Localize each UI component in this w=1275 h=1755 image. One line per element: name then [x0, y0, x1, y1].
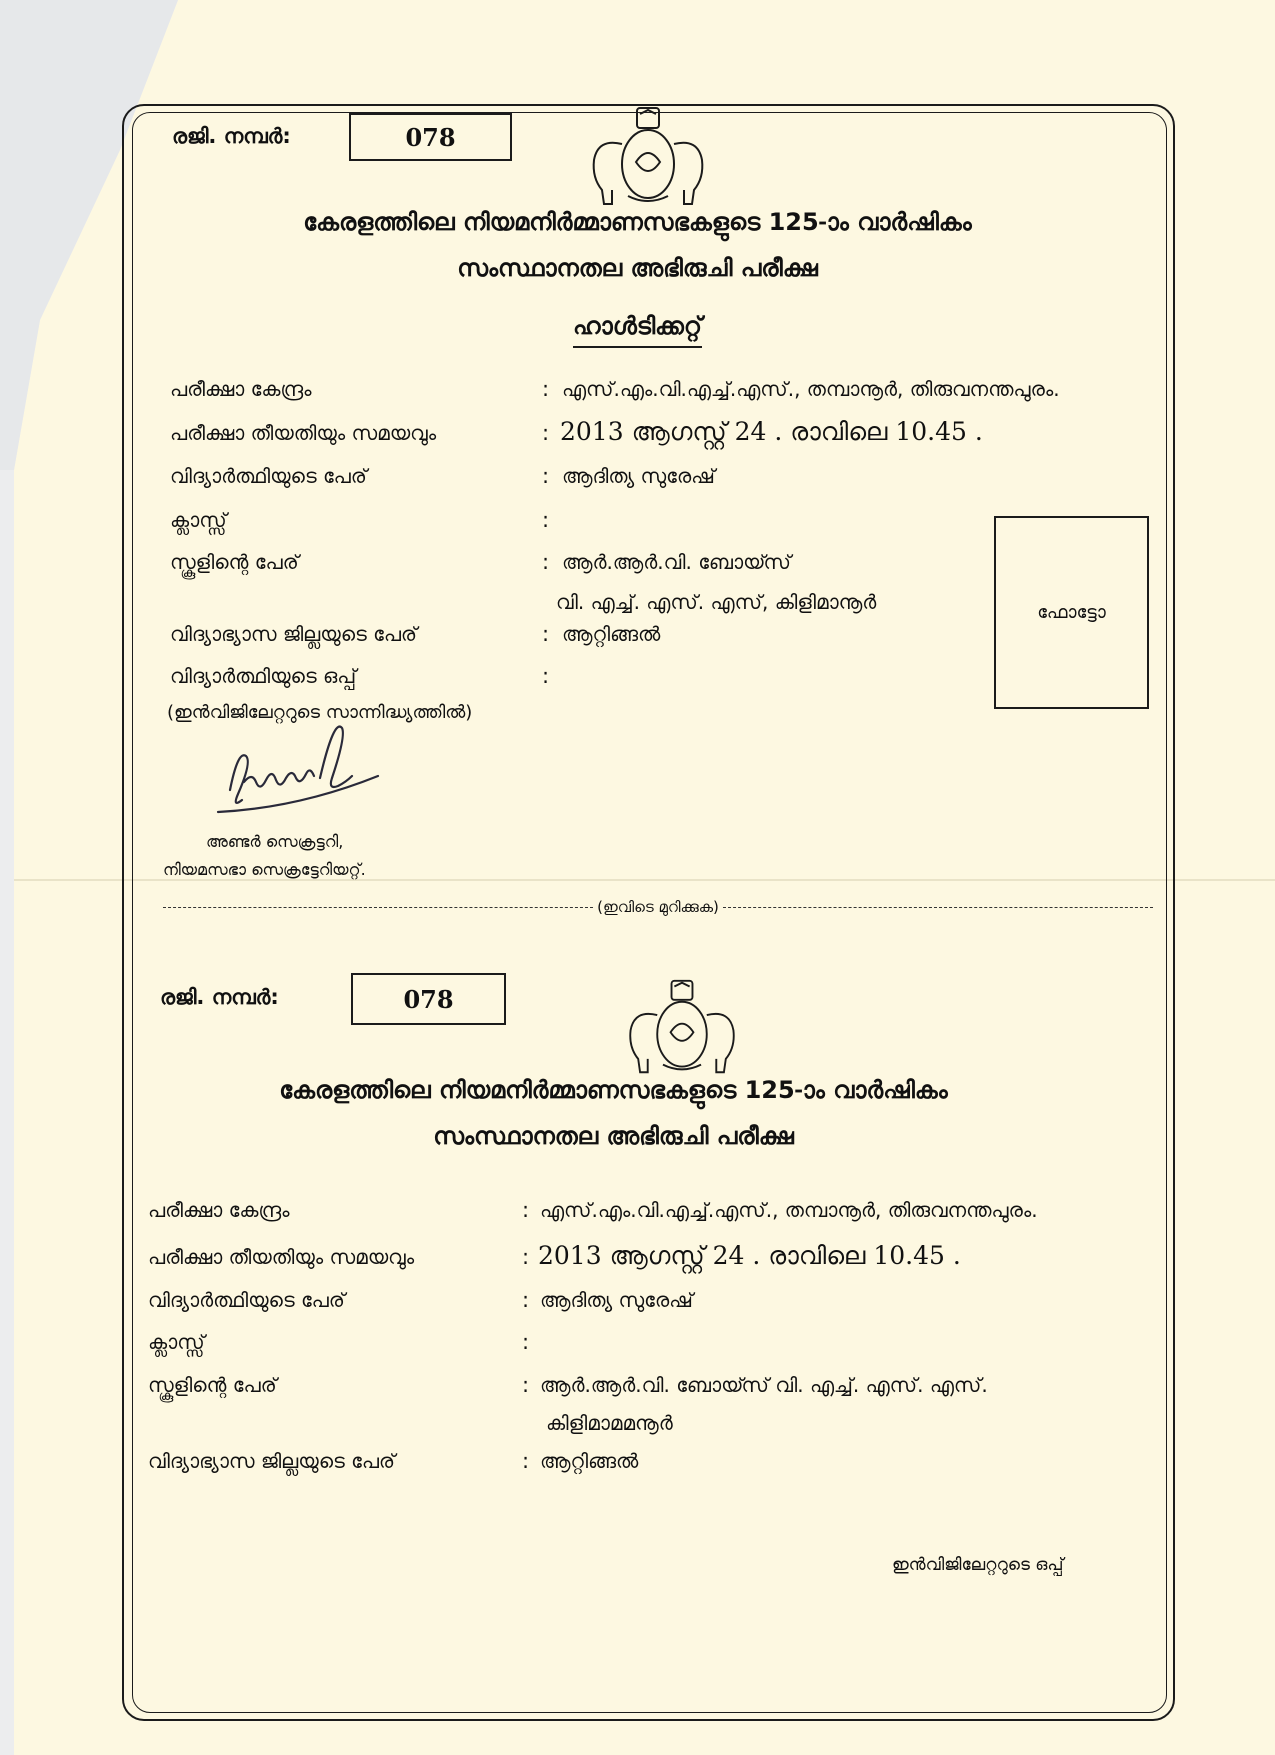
photo-label: ഫോട്ടോ [1037, 602, 1106, 623]
bottom-reg-label: രജി. നമ്പർ: [160, 985, 279, 1009]
colon: : [542, 421, 550, 445]
colon: : [542, 550, 550, 574]
bottom-row-district-value: ആറ്റിങ്ങൽ [540, 1449, 639, 1473]
bottom-row-student-name-label: വിദ്യാർത്ഥിയുടെ പേര് [148, 1288, 345, 1312]
reg-number-box [349, 113, 512, 161]
hall-ticket-heading-text: ഹാൾടിക്കറ്റ് [573, 312, 702, 348]
invigilator-signature-label: ഇൻവിജിലേറ്ററുടെ ഒപ്പ് [892, 1555, 1064, 1575]
top-row-student-name-value: ആദിത്യ സുരേഷ് [562, 464, 715, 488]
bottom-row-school-value: ആർ.ആർ.വി. ബോയ്സ് വി. എച്ച്. എസ്. എസ്. [540, 1373, 988, 1397]
dashed-line [163, 907, 593, 908]
invigilator-presence-note: (ഇൻവിജിലേറ്ററുടെ സാന്നിദ്ധ്യത്തിൽ) [167, 702, 473, 723]
top-row-school-value: ആർ.ആർ.വി. ബോയ്സ് [562, 550, 791, 574]
bottom-row-date-label: പരീക്ഷാ തീയതിയും സമയവും [148, 1245, 415, 1269]
kerala-emblem-icon [588, 104, 708, 209]
top-title-line2: സംസ്ഥാനതല അഭിരുചി പരീക്ഷ [457, 254, 818, 282]
cut-here-line [163, 898, 1153, 916]
colon: : [542, 508, 550, 532]
bottom-row-school-value-line2: കിളിമാമമനൂർ [546, 1411, 673, 1435]
dashed-line [723, 907, 1153, 908]
colon: : [522, 1245, 530, 1269]
colon: : [522, 1330, 530, 1354]
bottom-row-district-label: വിദ്യാഭ്യാസ ജില്ലയുടെ പേര് [148, 1449, 396, 1473]
bottom-reg-number: 078 [403, 984, 454, 1014]
reg-label: രജി. നമ്പർ: [172, 124, 291, 148]
colon: : [542, 664, 550, 688]
top-row-student-name-label: വിദ്യാർത്ഥിയുടെ പേര് [170, 464, 367, 488]
photo-box [994, 516, 1149, 709]
colon: : [522, 1449, 530, 1473]
colon: : [522, 1288, 530, 1312]
bottom-row-date-value: 2013 ആഗസ്റ്റ് 24 . രാവിലെ 10.45 . [538, 1241, 961, 1270]
colon: : [522, 1198, 530, 1222]
top-row-school-value-line2: വി. എച്ച്. എസ്. എസ്, കിളിമാനൂർ [556, 590, 877, 614]
signature-icon [210, 720, 390, 830]
signatory-designation: അണ്ടർ സെക്രട്ടറി, [206, 832, 344, 851]
bottom-row-school-label: സ്കൂളിന്റെ പേര് [148, 1373, 277, 1397]
reg-number: 078 [405, 122, 456, 152]
signatory-office: നിയമസഭാ സെക്രട്ടേറിയറ്റ്. [163, 860, 366, 879]
colon: : [542, 377, 550, 401]
bottom-kerala-emblem-icon [624, 977, 740, 1077]
top-row-district-value: ആറ്റിങ്ങൽ [562, 622, 661, 646]
top-title-line1: കേരളത്തിലെ നിയമനിർമ്മാണസഭകളുടെ 125-ാം വാർഷികം [303, 208, 972, 236]
bottom-reg-number-box [351, 973, 506, 1025]
colon: : [522, 1373, 530, 1397]
bottom-title-line1: കേരളത്തിലെ നിയമനിർമ്മാണസഭകളുടെ 125-ാം വാർഷികം [279, 1076, 948, 1104]
top-row-class-label: ക്ലാസ്സ് [170, 508, 227, 532]
top-row-exam-centre-label: പരീക്ഷാ കേന്ദ്രം [170, 377, 312, 401]
top-row-district-label: വിദ്യാഭ്യാസ ജില്ലയുടെ പേര് [170, 622, 418, 646]
top-row-school-label: സ്കൂളിന്റെ പേര് [170, 550, 299, 574]
bottom-row-exam-centre-value: എസ്.എം.വി.എച്ച്.എസ്., തമ്പാനൂർ, തിരുവനന്തപുരം. [540, 1198, 1038, 1222]
bottom-title-line2: സംസ്ഥാനതല അഭിരുചി പരീക്ഷ [433, 1122, 794, 1150]
colon: : [542, 464, 550, 488]
colon: : [542, 622, 550, 646]
top-row-date-value: 2013 ആഗസ്റ്റ് 24 . രാവിലെ 10.45 . [560, 417, 983, 446]
cut-here-text: (ഇവിടെ മുറിക്കുക) [597, 898, 719, 916]
top-row-exam-centre-value: എസ്.എം.വി.എച്ച്.എസ്., തമ്പാനൂർ, തിരുവനന്തപുരം. [562, 377, 1060, 401]
bottom-row-exam-centre-label: പരീക്ഷാ കേന്ദ്രം [148, 1198, 290, 1222]
bottom-row-class-label: ക്ലാസ്സ് [148, 1330, 205, 1354]
bottom-row-student-name-value: ആദിത്യ സുരേഷ് [540, 1288, 693, 1312]
hall-ticket-heading [0, 312, 1275, 340]
top-row-signature-label: വിദ്യാർത്ഥിയുടെ ഒപ്പ് [170, 664, 357, 688]
top-row-date-label: പരീക്ഷാ തീയതിയും സമയവും [170, 421, 437, 445]
